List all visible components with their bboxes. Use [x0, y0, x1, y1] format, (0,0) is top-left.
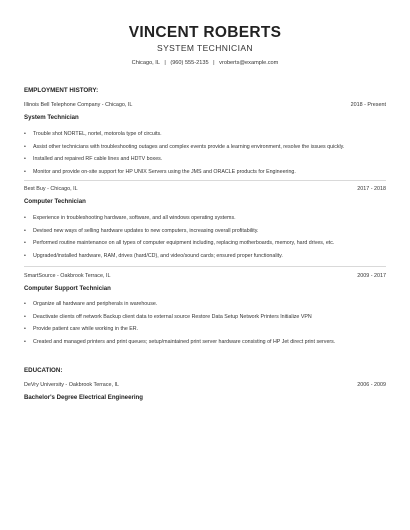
job-header — [24, 186, 386, 194]
bullet-icon: • — [24, 168, 26, 175]
bullet-icon: • — [24, 301, 26, 307]
job-header — [24, 102, 386, 110]
list-item: • Performed routine maintenance on all types of computer equipment including, replacing motherboards, memory, hard drives, etc. — [24, 240, 335, 246]
list-item: • Deactivate clients off network Backup client data to external source Restore Data Setup Network Printers Initialize VPN — [24, 313, 312, 320]
list-item: • Organize all hardware and peripherals in warehouse. — [24, 301, 158, 307]
bullet-icon: • — [24, 338, 26, 345]
job-header — [24, 273, 386, 281]
bullet-icon: • — [24, 131, 26, 137]
list-item: • Monitor and provide on-site support for HP UNIX Servers using the JMS and ORACLE products for Engineering. — [24, 168, 296, 175]
list-item: • Experience in troubleshooting hardware, software, and all windows operating systems. — [24, 215, 236, 221]
job-role: Computer Support Technician — [24, 285, 111, 292]
list-item: • Assist other technicians with troubleshooting outages and complex events provide a learning environment, resolve the issues quickly. — [24, 143, 345, 150]
list-item: • Created and managed printers and print queues; setup/maintained print server hardware consisting of HP Jet direct print servers. — [24, 338, 336, 345]
contact-phone: (960) 555-2135 — [170, 60, 209, 66]
divider — [24, 266, 386, 267]
employment-heading: EMPLOYMENT HISTORY: — [24, 87, 99, 94]
candidate-name: VINCENT ROBERTS — [128, 24, 282, 41]
degree: Bachelor's Degree Electrical Engineering — [24, 394, 143, 401]
list-item: • Upgraded/installed hardware, RAM, drives (hard/CD), and video/sound cards; ensured proper functionality. — [24, 252, 283, 259]
contact-line — [0, 60, 410, 66]
bullet-icon: • — [24, 313, 26, 320]
job-role: System Technician — [24, 114, 79, 121]
education-dates: 2006 - 2009 — [357, 382, 386, 388]
list-item: • Provide patient care while working in the ER. — [24, 326, 139, 332]
divider — [24, 180, 386, 181]
education-heading: EDUCATION: — [24, 367, 63, 374]
job-dates: 2018 - Present — [350, 102, 386, 108]
job-role: Computer Technician — [24, 198, 86, 205]
job-organization: SmartSource - Oakbrook Terrace, IL — [24, 273, 111, 279]
bullet-icon: • — [24, 326, 26, 332]
school-name: DeVry University - Oakbrook Terrace, IL — [24, 382, 119, 388]
contact-email: vroberts@example.com — [219, 60, 279, 66]
bullet-icon: • — [24, 215, 26, 221]
bullet-icon: • — [24, 227, 26, 234]
job-dates: 2017 - 2018 — [357, 186, 386, 192]
bullet-icon: • — [24, 143, 26, 150]
list-item: • Trouble shot NORTEL, nortel, motorola type of circuits. — [24, 131, 162, 137]
list-item: • Installed and repaired RF cable lines and HDTV boxes. — [24, 156, 163, 162]
job-dates: 2009 - 2017 — [357, 273, 386, 279]
bullet-icon: • — [24, 240, 26, 246]
bullet-icon: • — [24, 252, 26, 259]
candidate-title: SYSTEM TECHNICIAN — [157, 43, 253, 53]
contact-separator: | — [164, 60, 166, 66]
job-bullets — [24, 130, 386, 180]
contact-separator: | — [213, 60, 215, 66]
bullet-icon: • — [24, 156, 26, 162]
education-header — [24, 382, 386, 390]
job-organization: Best Buy - Chicago, IL — [24, 186, 78, 192]
job-bullets — [24, 214, 386, 264]
job-bullets — [24, 300, 386, 350]
list-item: • Devised new ways of selling hardware updates to new computers, increasing overall profitability. — [24, 227, 259, 234]
job-organization: Illinois Bell Telephone Company - Chicago, IL — [24, 102, 133, 108]
contact-location: Chicago, IL — [131, 60, 160, 66]
